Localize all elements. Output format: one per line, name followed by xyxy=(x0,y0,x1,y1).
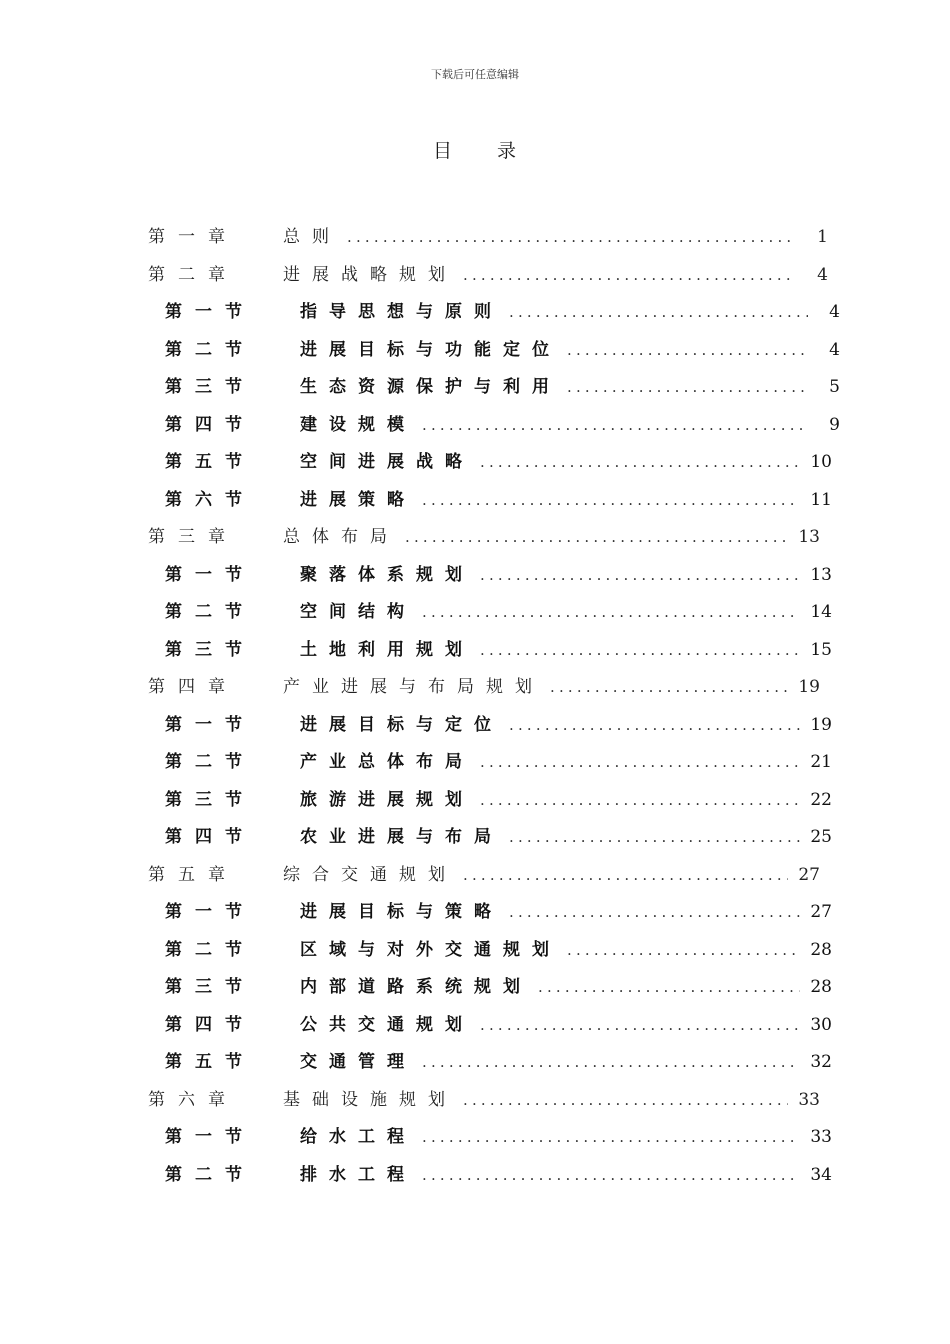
toc-dot-leader xyxy=(347,224,796,250)
toc-section-row[interactable] xyxy=(165,824,832,850)
toc-dot-leader xyxy=(422,1124,800,1150)
toc-label: 第三章 xyxy=(148,527,238,547)
toc-heading: 交通管理 xyxy=(300,1052,416,1072)
toc-dot-leader xyxy=(463,262,796,288)
toc-label: 第四节 xyxy=(165,1014,255,1035)
toc-label: 第四节 xyxy=(165,414,255,435)
toc-page-number: 27 xyxy=(798,864,820,885)
toc-heading: 综合交通规划 xyxy=(283,864,457,885)
toc-heading: 农业进展与布局 xyxy=(300,827,503,847)
toc-page-number: 32 xyxy=(810,1052,832,1072)
toc-label: 第四节 xyxy=(165,827,255,847)
toc-dot-leader xyxy=(550,674,788,700)
toc-label: 第六章 xyxy=(148,1089,238,1110)
toc-heading: 进展策略 xyxy=(300,489,416,510)
toc-section-row[interactable] xyxy=(165,412,840,438)
toc-page-number: 19 xyxy=(798,677,820,697)
toc-label: 第一节 xyxy=(165,902,255,922)
toc-page-number: 4 xyxy=(829,302,840,322)
toc-label: 第二节 xyxy=(165,602,255,622)
toc-page-number: 19 xyxy=(810,714,832,735)
toc-dot-leader xyxy=(509,299,808,325)
toc-heading: 排水工程 xyxy=(300,1164,416,1185)
toc-heading: 进展战略规划 xyxy=(283,264,457,285)
toc-label: 第一节 xyxy=(165,564,255,585)
toc-dot-leader xyxy=(567,937,800,963)
toc-label: 第五节 xyxy=(165,1052,255,1072)
toc-heading: 旅游进展规划 xyxy=(300,789,474,810)
toc-section-row[interactable] xyxy=(165,1012,832,1038)
toc-heading: 总则 xyxy=(283,227,341,247)
toc-page-number: 14 xyxy=(810,602,832,622)
toc-section-row[interactable] xyxy=(165,1049,832,1075)
toc-dot-leader xyxy=(422,412,808,438)
toc-label: 第二节 xyxy=(165,1164,255,1185)
toc-page-number: 28 xyxy=(810,977,832,997)
toc-dot-leader xyxy=(567,374,808,400)
toc-dot-leader xyxy=(480,787,800,813)
toc-page-number: 34 xyxy=(810,1164,832,1185)
toc-label: 第六节 xyxy=(165,489,255,510)
toc-heading: 空间结构 xyxy=(300,602,416,622)
toc-section-row[interactable] xyxy=(165,374,840,400)
toc-section-row[interactable] xyxy=(165,712,832,738)
toc-section-row[interactable] xyxy=(165,937,832,963)
toc-label: 第二节 xyxy=(165,939,255,960)
toc-label: 第一章 xyxy=(148,227,238,247)
toc-section-row[interactable] xyxy=(165,749,832,775)
toc-dot-leader xyxy=(480,637,800,663)
toc-section-row[interactable] xyxy=(165,487,832,513)
toc-page-number: 33 xyxy=(810,1127,832,1147)
toc-heading: 进展目标与策略 xyxy=(300,902,503,922)
toc-heading: 空间进展战略 xyxy=(300,452,474,472)
toc-page-number: 28 xyxy=(810,939,832,960)
toc-label: 第三节 xyxy=(165,789,255,810)
toc-section-row[interactable] xyxy=(165,299,840,325)
toc-page-number: 22 xyxy=(810,789,832,810)
toc-section-row[interactable] xyxy=(165,787,832,813)
toc-page-number: 27 xyxy=(810,902,832,922)
title-char-1: 目 xyxy=(432,140,453,162)
toc-dot-leader xyxy=(480,1012,800,1038)
toc-chapter-row[interactable] xyxy=(148,224,828,250)
toc-page-number: 25 xyxy=(810,827,832,847)
toc-section-row[interactable] xyxy=(165,637,832,663)
title-char-2: 录 xyxy=(497,140,518,162)
toc-dot-leader xyxy=(480,562,800,588)
toc-heading: 基础设施规划 xyxy=(283,1089,457,1110)
toc-label: 第一节 xyxy=(165,302,255,322)
toc-page-number: 15 xyxy=(810,639,832,660)
toc-dot-leader xyxy=(509,712,800,738)
toc-page-number: 1 xyxy=(817,227,828,247)
toc-page-number: 4 xyxy=(817,264,828,285)
toc-heading: 产业总体布局 xyxy=(300,752,474,772)
toc-section-row[interactable] xyxy=(165,974,832,1000)
toc-page-number: 10 xyxy=(810,452,832,472)
toc-dot-leader xyxy=(422,599,800,625)
toc-heading: 生态资源保护与利用 xyxy=(300,377,561,397)
toc-page-number: 5 xyxy=(829,377,840,397)
toc-page-number: 33 xyxy=(798,1089,820,1110)
toc-section-row[interactable] xyxy=(165,337,840,363)
toc-dot-leader xyxy=(509,899,800,925)
toc-page-number: 9 xyxy=(829,414,840,435)
toc-chapter-row[interactable] xyxy=(148,862,820,888)
toc-heading: 总体布局 xyxy=(283,527,399,547)
toc-page-number: 4 xyxy=(829,339,840,360)
toc-dot-leader xyxy=(480,749,800,775)
toc-dot-leader xyxy=(567,337,808,363)
toc-label: 第三节 xyxy=(165,977,255,997)
toc-dot-leader xyxy=(538,974,800,1000)
toc-label: 第一节 xyxy=(165,1127,255,1147)
toc-heading: 建设规模 xyxy=(300,414,416,435)
toc-heading: 公共交通规划 xyxy=(300,1014,474,1035)
toc-section-row[interactable] xyxy=(165,449,832,475)
toc-heading: 进展目标与定位 xyxy=(300,714,503,735)
toc-page-number: 11 xyxy=(810,489,832,510)
toc-section-row[interactable] xyxy=(165,1124,832,1150)
toc-heading: 土地利用规划 xyxy=(300,639,474,660)
toc-dot-leader xyxy=(463,1087,788,1113)
toc-label: 第二节 xyxy=(165,339,255,360)
toc-section-row[interactable] xyxy=(165,1162,832,1188)
toc-label: 第五章 xyxy=(148,864,238,885)
toc-page-number: 30 xyxy=(810,1014,832,1035)
toc-dot-leader xyxy=(509,824,800,850)
toc-dot-leader xyxy=(405,524,788,550)
toc-dot-leader xyxy=(480,449,800,475)
toc-label: 第一节 xyxy=(165,714,255,735)
toc-page-number: 21 xyxy=(810,752,832,772)
toc-chapter-row[interactable] xyxy=(148,262,828,288)
toc-chapter-row[interactable] xyxy=(148,674,820,700)
toc-heading: 内部道路系统规划 xyxy=(300,977,532,997)
toc-heading: 聚落体系规划 xyxy=(300,564,474,585)
toc-heading: 区域与对外交通规划 xyxy=(300,939,561,960)
toc-heading: 指导思想与原则 xyxy=(300,302,503,322)
toc-dot-leader xyxy=(422,487,800,513)
toc-dot-leader xyxy=(422,1049,800,1075)
toc-label: 第五节 xyxy=(165,452,255,472)
toc-label: 第二节 xyxy=(165,752,255,772)
toc-page-number: 13 xyxy=(798,527,820,547)
toc-section-row[interactable] xyxy=(165,599,832,625)
toc-label: 第三节 xyxy=(165,377,255,397)
toc-heading: 产业进展与布局规划 xyxy=(283,677,544,697)
toc-heading: 进展目标与功能定位 xyxy=(300,339,561,360)
toc-section-row[interactable] xyxy=(165,562,832,588)
toc-section-row[interactable] xyxy=(165,899,832,925)
toc-chapter-row[interactable] xyxy=(148,524,820,550)
toc-label: 第四章 xyxy=(148,677,238,697)
toc-dot-leader xyxy=(422,1162,800,1188)
toc-label: 第三节 xyxy=(165,639,255,660)
toc-dot-leader xyxy=(463,862,788,888)
toc-chapter-row[interactable] xyxy=(148,1087,820,1113)
page-header-note: 下载后可任意编辑 xyxy=(431,68,519,81)
toc-heading: 给水工程 xyxy=(300,1127,416,1147)
toc-page-number: 13 xyxy=(810,564,832,585)
toc-label: 第二章 xyxy=(148,264,238,285)
